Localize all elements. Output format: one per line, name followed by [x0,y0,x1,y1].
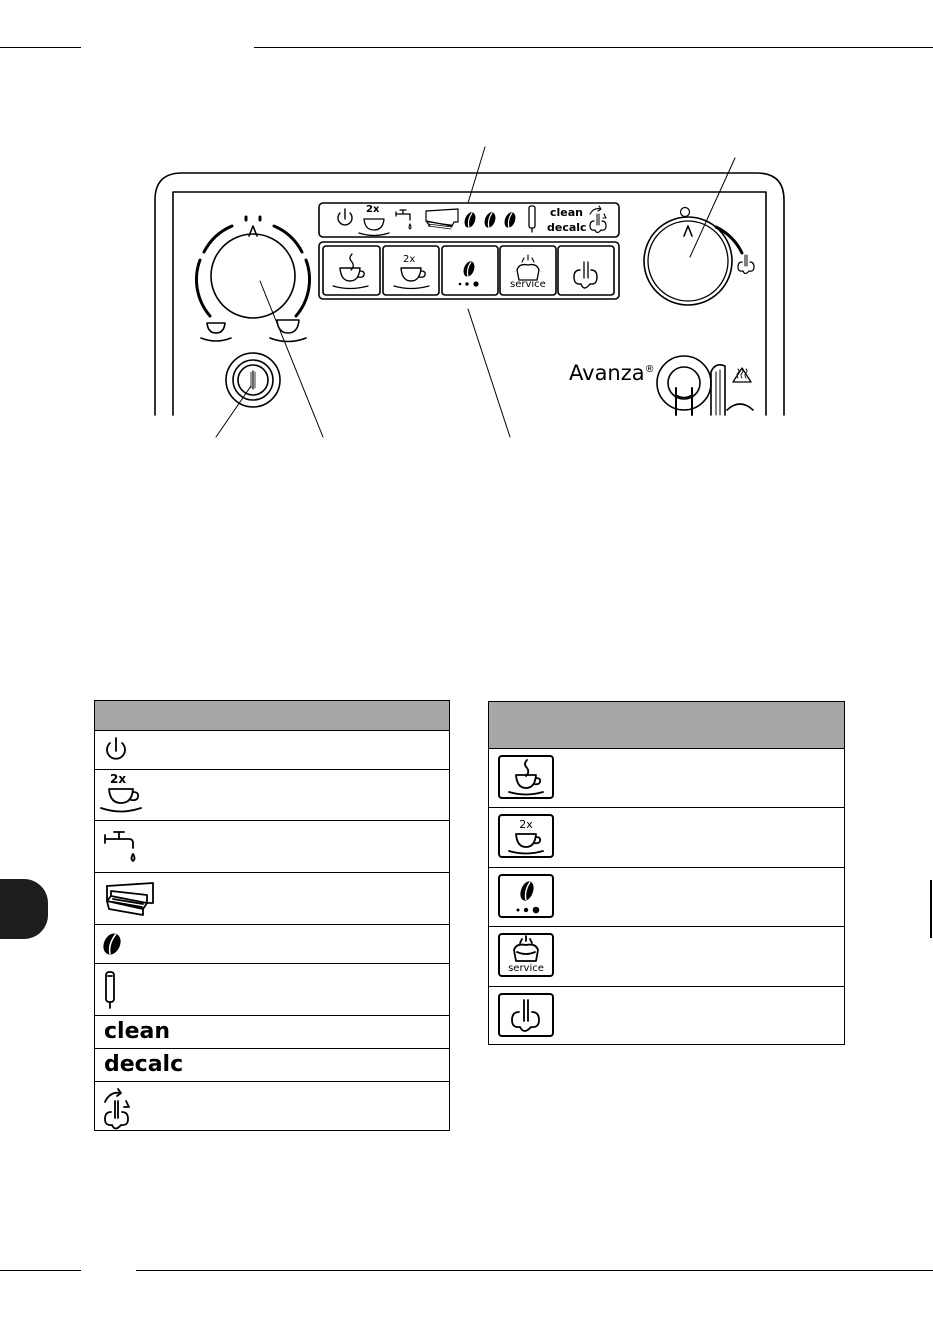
bottom-rule-left [0,1270,81,1271]
water-tap-icon [95,821,155,873]
bottom-rule-right [136,1270,933,1271]
page-edge-mark [930,880,932,938]
table-row [95,731,449,770]
table-row [489,927,844,987]
table-row [489,749,844,808]
symbol-table-header [95,701,449,731]
table-row [95,873,449,925]
table-row [95,925,449,964]
machine-control-panel-illustration [0,0,933,470]
aroma-button-symbol [498,874,554,918]
display-symbol-table [94,700,450,1131]
chapter-tab-marker [0,879,48,939]
double-cup-button-label: 2x [519,818,533,831]
button-2x-label: 2x [403,254,416,265]
table-row [95,770,449,821]
button-table-header [489,702,844,749]
brand-name-text: Avanza [569,361,645,385]
aroma-button-icon [500,876,552,916]
single-cup-button-icon [500,757,552,797]
table-row [489,868,844,927]
steam-button-symbol [498,993,554,1037]
double-cup-icon [95,770,155,821]
brand-name [569,363,655,384]
table-row [95,964,449,1016]
rinse-icon [95,1082,155,1133]
display-2x-label: 2x [366,204,380,215]
service-button-label: service [508,963,544,974]
double-cup-button-icon [500,816,552,856]
table-row [95,1082,449,1133]
decalc-symbol-text: decalc [104,1052,184,1077]
drip-tray-icon [95,873,155,925]
power-icon [95,731,155,770]
table-row [489,987,844,1046]
display-clean-label: clean [550,206,584,219]
table-row [95,1049,449,1082]
clean-symbol-text: clean [104,1019,171,1044]
button-table [488,701,845,1045]
double-cup-label: 2x [110,772,127,786]
display-decalc-label: decalc [547,221,587,234]
water-filter-icon [95,964,155,1016]
brand-registered-mark: ® [644,364,655,375]
table-row [95,1016,449,1049]
table-row [489,808,844,868]
service-button-symbol [498,933,554,977]
double-cup-button-symbol [498,814,554,858]
button-service-label: service [510,279,546,290]
steam-button-icon [500,995,552,1035]
table-row [95,821,449,873]
coffee-bean-icon [95,925,155,964]
single-cup-button-symbol [498,755,554,799]
